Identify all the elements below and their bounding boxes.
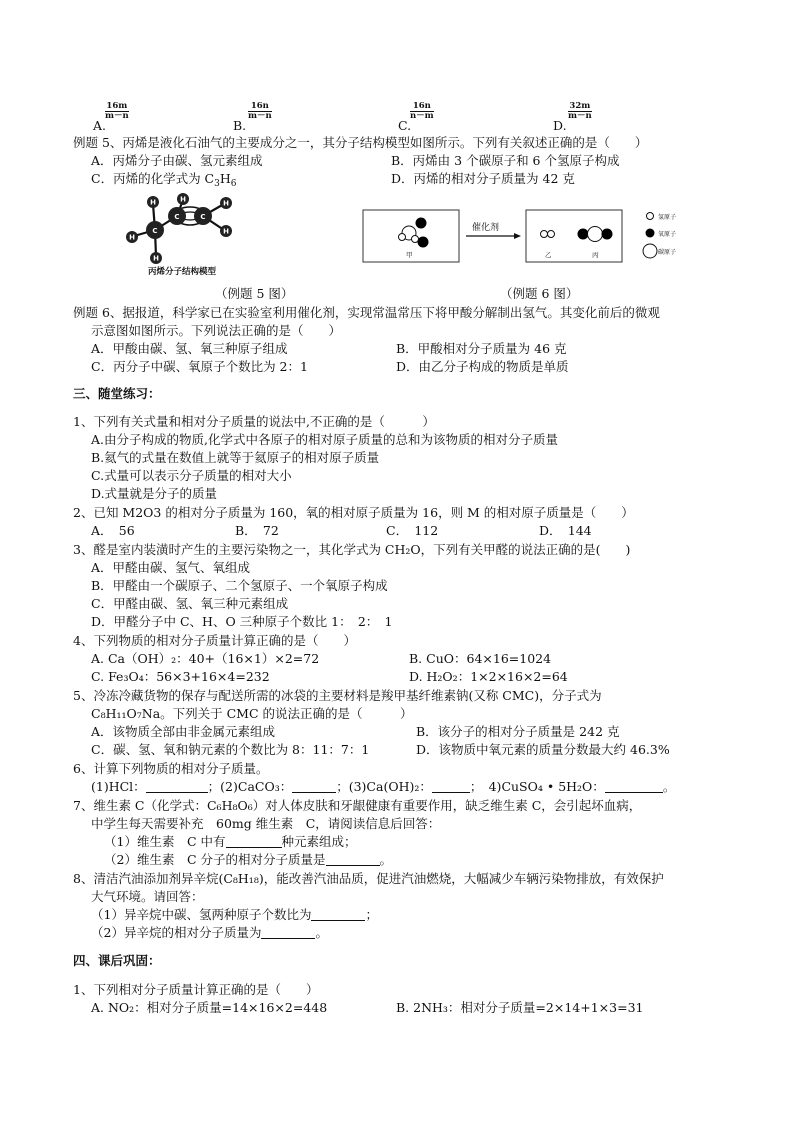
q4-option-c: C. Fe₃O₄：56×3+16×4=232 — [91, 669, 270, 684]
fig5-caption: （例题 5 图） — [215, 286, 294, 301]
answer-blank[interactable] — [292, 780, 336, 793]
q4-option-b: B. CuO：64×16=1024 — [409, 651, 552, 666]
ex6-option-c: C．丙分子中碳、氧原子个数比为 2：1 — [91, 359, 308, 374]
q8-sub2: （2）异辛烷的相对分子质量为 。 — [91, 925, 328, 940]
option-d-fraction: $\frac{32m}{m-n}$ — [568, 101, 592, 121]
q5-option-a: A．该物质全部由非金属元素组成 — [91, 724, 276, 739]
q4-stem: 4、下列物质的相对分子质量计算正确的是（ ） — [73, 633, 356, 648]
q7-sub2: （2）维生素 C 分子的相对分子质量是 。 — [104, 852, 393, 867]
h-atom-label: H — [129, 233, 135, 242]
reaction-diagram-figure — [362, 208, 676, 264]
q4-option-a: A. Ca（OH）₂：40+（16×1）×2=72 — [91, 651, 320, 666]
legend-hydrogen: 氢原子 — [658, 214, 676, 221]
option-a-fraction: $\frac{16m}{m-n}$ — [105, 101, 129, 121]
answer-blank[interactable] — [261, 926, 315, 939]
answer-blank[interactable] — [146, 780, 208, 793]
answer-blank[interactable] — [226, 835, 282, 848]
h-atom-label: H — [223, 199, 229, 208]
answer-blank[interactable] — [311, 908, 365, 921]
h1-stem: 1、下列相对分子质量计算正确的是（ ） — [73, 982, 319, 997]
h-atom-label: H — [180, 195, 186, 204]
option-c-fraction: $\frac{16n}{n-m}$ — [410, 101, 434, 121]
answer-blank[interactable] — [326, 853, 380, 866]
option-a-label: A. — [93, 118, 107, 133]
q2-option-b: B． 72 — [235, 523, 279, 538]
label-bing: 丙 — [592, 251, 599, 259]
ex5-option-a: A．丙烯分子由碳、氢元素组成 — [91, 153, 263, 168]
section-4-heading: 四、课后巩固： — [73, 953, 161, 968]
label-yi: 乙 — [545, 251, 552, 259]
ex5-option-c: C．丙烯的化学式为 $C_3H_6$ — [91, 171, 237, 189]
q1-option-c: C.式量可以表示分子质量的相对大小 — [91, 468, 292, 483]
label-jia: 甲 — [406, 251, 413, 259]
q1-option-d: D.式量就是分子的质量 — [91, 486, 218, 501]
h-atom-label: H — [150, 198, 156, 207]
q4-option-d: D. H₂O₂：1×2×16×2=64 — [409, 669, 568, 684]
q3-stem: 3、醛是室内装潢时产生的主要污染物之一，其化学式为 CH₂O，下列有关甲醛的说法正确的是( ) — [73, 542, 631, 557]
q6-answers: (1)HCl： ；(2)CaCO₃： ；(3)Ca(OH)₂： ； 4)CuSO₄ • 5H₂O： 。 — [91, 779, 676, 794]
ex5-stem: 例题 5、丙烯是液化石油气的主要成分之一，其分子结构模型如图所示。下列有关叙述正确的是（ ） — [73, 135, 648, 150]
h1-option-a: A. NO₂：相对分子质量=14×16×2=448 — [91, 1000, 328, 1015]
catalyst-label: 催化剂 — [472, 223, 500, 233]
h1-option-b: B. 2NH₃：相对分子质量=2×14+1×3=31 — [396, 1000, 644, 1015]
q2-option-d: D． 144 — [539, 523, 592, 538]
q7-stem-line2: 中学生每天需要补充 60mg 维生素 C，请阅读信息后回答： — [91, 816, 441, 831]
q5-option-b: B．该分子的相对分子质量是 242 克 — [416, 724, 620, 739]
q2-option-c: C． 112 — [386, 523, 439, 538]
option-b-label: B. — [233, 118, 247, 133]
propene-model-caption: 丙烯分子结构模型 — [147, 267, 217, 277]
q1-stem: 1、下列有关式量和相对分子质量的说法中,不正确的是（ ） — [73, 414, 435, 429]
section-3-heading: 三、随堂练习： — [73, 386, 161, 401]
q5-stem-line1: 5、冷冻冷藏货物的保存与配送所需的冰袋的主要材料是羧甲基纤维素钠(又称 CMC)，分子式为 — [73, 688, 602, 703]
c-atom-label: C — [174, 213, 180, 221]
q5-option-c: C．碳、氢、氧和钠元素的个数比为 8：11：7：1 — [91, 742, 370, 757]
legend-carbon: 碳原子 — [658, 249, 676, 256]
ex5-option-b: B．丙烯由 3 个碳原子和 6 个氢原子构成 — [391, 153, 620, 168]
answer-blank[interactable] — [432, 780, 470, 793]
q3-option-d: D．甲醛分子中 C、H、O 三种原子个数比 1： 2： 1 — [91, 614, 393, 629]
q1-option-b: B.氦气的式量在数值上就等于氦原子的相对原子质量 — [91, 450, 380, 465]
q5-stem-line2: C₈H₁₁O₇Na。下列关于 CMC 的说法正确的是（ ） — [91, 706, 413, 721]
q3-option-b: B．甲醛由一个碳原子、二个氢原子、一个氧原子构成 — [91, 578, 388, 593]
q1-option-a: A.由分子构成的物质,化学式中各原子的相对原子质量的总和为该物质的相对分子质量 — [91, 432, 558, 447]
q8-stem-line1: 8、清洁汽油添加剂异辛烷(C₈H₁₈)，能改善汽油品质，促进汽油燃烧，大幅减少车辆污染物排放，有效保护 — [73, 871, 664, 886]
fig6-caption: （例题 6 图） — [500, 286, 579, 301]
q3-option-a: A．甲醛由碳、氢气、氧组成 — [91, 560, 251, 575]
answer-blank[interactable] — [605, 780, 663, 793]
q8-stem-line2: 大气环境。请回答： — [91, 889, 204, 904]
h-atom-label: H — [223, 227, 229, 236]
q7-stem-line1: 7、维生素 C（化学式：C₆H₈O₆）对人体皮肤和牙龈健康有重要作用，缺乏维生素 C，会引起坏血病， — [73, 798, 642, 813]
q5-option-d: D．该物质中氧元素的质量分数最大约 46.3% — [416, 742, 670, 757]
q8-sub1: （1）异辛烷中碳、氢两种原子个数比为 ； — [91, 907, 378, 922]
ex5-option-d: D．丙烯的相对分子质量为 42 克 — [391, 171, 575, 186]
option-b-fraction: $\frac{16n}{m-n}$ — [248, 101, 272, 121]
option-c-label: C. — [398, 118, 412, 133]
option-d-label: D. — [553, 118, 567, 133]
q2-option-a: A． 56 — [91, 523, 135, 538]
ex6-stem-line1: 例题 6、据报道，科学家已在实验室利用催化剂，实现常温常压下将甲酸分解制出氢气。其变化前后的微观 — [73, 305, 660, 320]
q2-stem: 2、已知 M2O3 的相对分子质量为 160，氧的相对原子质量为 16，则 M 的相对原子质量是（ ） — [73, 505, 634, 520]
q6-stem: 6、计算下列物质的相对分子质量。 — [73, 761, 269, 776]
c-atom-label: C — [200, 213, 206, 221]
q7-sub1: （1）维生素 C 中有 种元素组成； — [104, 834, 357, 849]
q3-option-c: C．甲醛由碳、氢、氧三种元素组成 — [91, 596, 289, 611]
ex6-stem-line2: 示意图如图所示。下列说法正确的是（ ） — [91, 323, 342, 338]
ex6-option-b: B．甲酸相对分子质量为 46 克 — [396, 341, 567, 356]
legend-oxygen: 氧原子 — [658, 231, 676, 238]
h-atom-label: H — [153, 254, 159, 263]
propene-model-figure — [124, 192, 240, 278]
ex6-option-d: D．由乙分子构成的物质是单质 — [396, 359, 569, 374]
ex6-option-a: A．甲酸由碳、氢、氧三种原子组成 — [91, 341, 288, 356]
c-atom-label: C — [152, 227, 158, 235]
